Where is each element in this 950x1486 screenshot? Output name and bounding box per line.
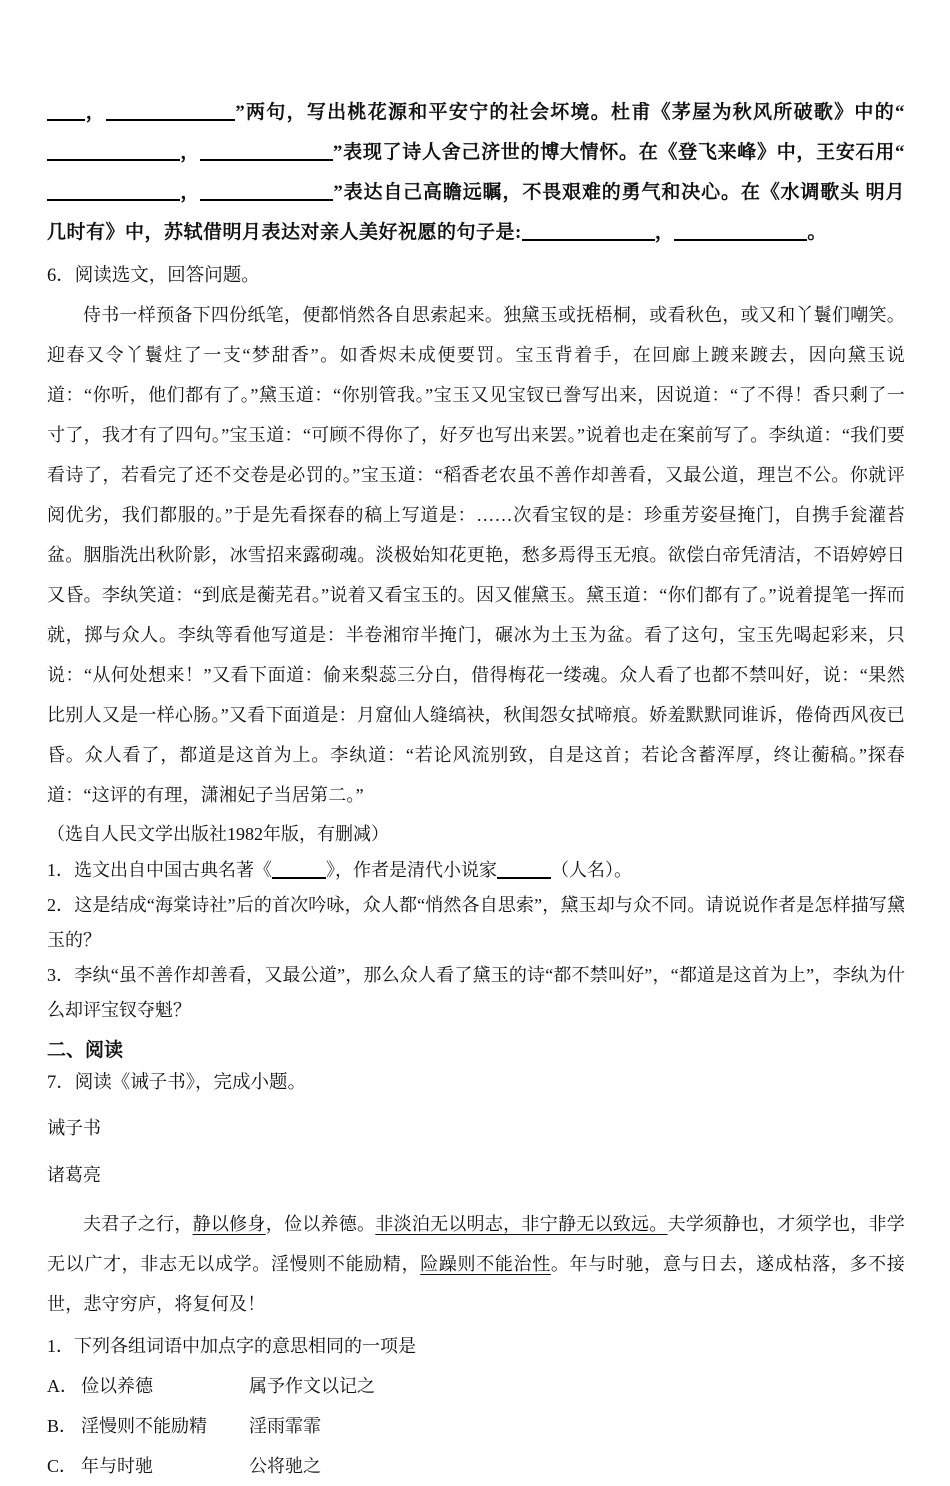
question-7-sub-1-label: 1．下列各组词语中加点字的意思相同的一项是 bbox=[47, 1336, 416, 1356]
option-b-left-phrase: 淫慢则不能励精 bbox=[81, 1416, 207, 1436]
question-6-sub-2: 2．这是结成“海棠诗社”后的首次吟咏，众人都“悄然各自思索”，黛玉却与众不同。请说说作者是怎样描写黛玉的？ bbox=[47, 895, 905, 950]
passage-title: 诫子书 bbox=[47, 1118, 101, 1138]
option-row-b bbox=[47, 1406, 905, 1446]
option-c-right-phrase: 公将驰之 bbox=[249, 1456, 321, 1476]
question-6-label: 6．阅读选文，回答问题。 bbox=[47, 266, 260, 286]
excerpt-source-note: （选自人民文学出版社1982年版，有删减） bbox=[47, 824, 389, 844]
section-2-block bbox=[47, 1034, 905, 1486]
q5-fill-in-blank-paragraph: ， ”两句，写出桃花源和平安宁的社会坏境。杜甫《茅屋为秋风所破歌》中的“， ”表现了诗人舍己济世的博大情怀。在《登飞来峰》中，王安石用“， ”表达自己高瞻远瞩，不畏艰难的勇气和决心。在《水调歌头 明月几时有》中，苏轼借明月表达对亲人美好祝愿的句子是: ， 。 bbox=[47, 102, 905, 243]
passage-author: 诸葛亮 bbox=[47, 1165, 101, 1185]
option-a-key: A． bbox=[47, 1376, 78, 1396]
option-b-right-phrase: 淫雨霏霏 bbox=[249, 1416, 321, 1436]
section-2-heading: 二、阅读 bbox=[47, 1040, 124, 1061]
question-6-sub-3: 3．李纨“虽不善作却善看，又最公道”，那么众人看了黛玉的诗“都不禁叫好”，“都道是这首为上”，李纨为什么却评宝钗夺魁？ bbox=[47, 965, 905, 1020]
question-6-block bbox=[47, 257, 905, 1028]
option-b-key: B． bbox=[47, 1416, 78, 1436]
passage-text: 夫君子之行，静以修身，俭以养德。非淡泊无以明志，非宁静无以致远。夫学须静也，才须学也，非学无以广才，非志无以成学。淫慢则不能励精，险躁则不能治性。年与时驰，意与日去，遂成枯落，多不接世，悲守穷庐，将复何及！ bbox=[47, 1214, 905, 1314]
option-row-a bbox=[47, 1366, 905, 1406]
option-a-left-phrase: 俭以养德 bbox=[81, 1376, 153, 1396]
question-7-label: 7．阅读《诫子书》，完成小题。 bbox=[47, 1073, 307, 1093]
option-row-c bbox=[47, 1446, 905, 1486]
option-a-right-phrase: 属予作文以记之 bbox=[249, 1376, 375, 1396]
question-6-excerpt: 侍书一样预备下四份纸笔，便都悄然各自思索起来。独黛玉或抚梧桐，或看秋色，或又和丫鬟们嘲笑。迎春又令丫鬟炷了一支“梦甜香”。如香烬未成便要罚。宝玉背着手，在回廊上踱来踱去，因向黛玉说道：“你听，他们都有了。”黛玉道：“你别管我。”宝玉又见宝钗已誊写出来，因说道：“了不得！香只剩了一寸了，我才有了四句。”宝玉道：“可顾不得你了，好歹也写出来罢。”说着也走在案前写了。李纨道：“我们要看诗了，若看完了还不交卷是必罚的。”宝玉道：“稻香老农虽不善作却善看，又最公道，理岂不公。你就评阅优劣，我们都服的。”于是先看探春的稿上写道是：……次看宝钗的是：珍重芳姿昼掩门，自携手瓮灌苔盆。胭脂洗出秋阶影，冰雪招来露砌魂。淡极始知花更艳，愁多焉得玉无痕。欲偿白帝凭清洁，不语婷婷日又昏。李纨笑道：“到底是蘅芜君。”说着又看宝玉的。因又催黛玉。黛玉道：“你们都有了。”说着提笔一挥而就，掷与众人。李纨等看他写道是：半卷湘帘半掩门，碾冰为土玉为盆。看了这句，宝玉先喝起彩来，只说：“从何处想来！”又看下面道：偷来梨蕊三分白，借得梅花一缕魂。众人看了也都不禁叫好，说：“果然比别人又是一样心肠。”又看下面道是：月窟仙人缝缟袂，秋闺怨女拭啼痕。娇羞默默同谁诉，倦倚西风夜已昏。众人看了，都道是这首为上。李纨道：“若论风流别致，自是这首；若论含蓄浑厚，终让蘅稿。”探春道：“这评的有理，潇湘妃子当居第二。” bbox=[47, 305, 905, 805]
question-6-sub-1: 1．选文出自中国古典名著《 》，作者是清代小说家 （人名）。 bbox=[47, 860, 632, 880]
option-c-left-phrase: 年与时驰 bbox=[81, 1456, 153, 1476]
option-c-key: C． bbox=[47, 1456, 78, 1476]
